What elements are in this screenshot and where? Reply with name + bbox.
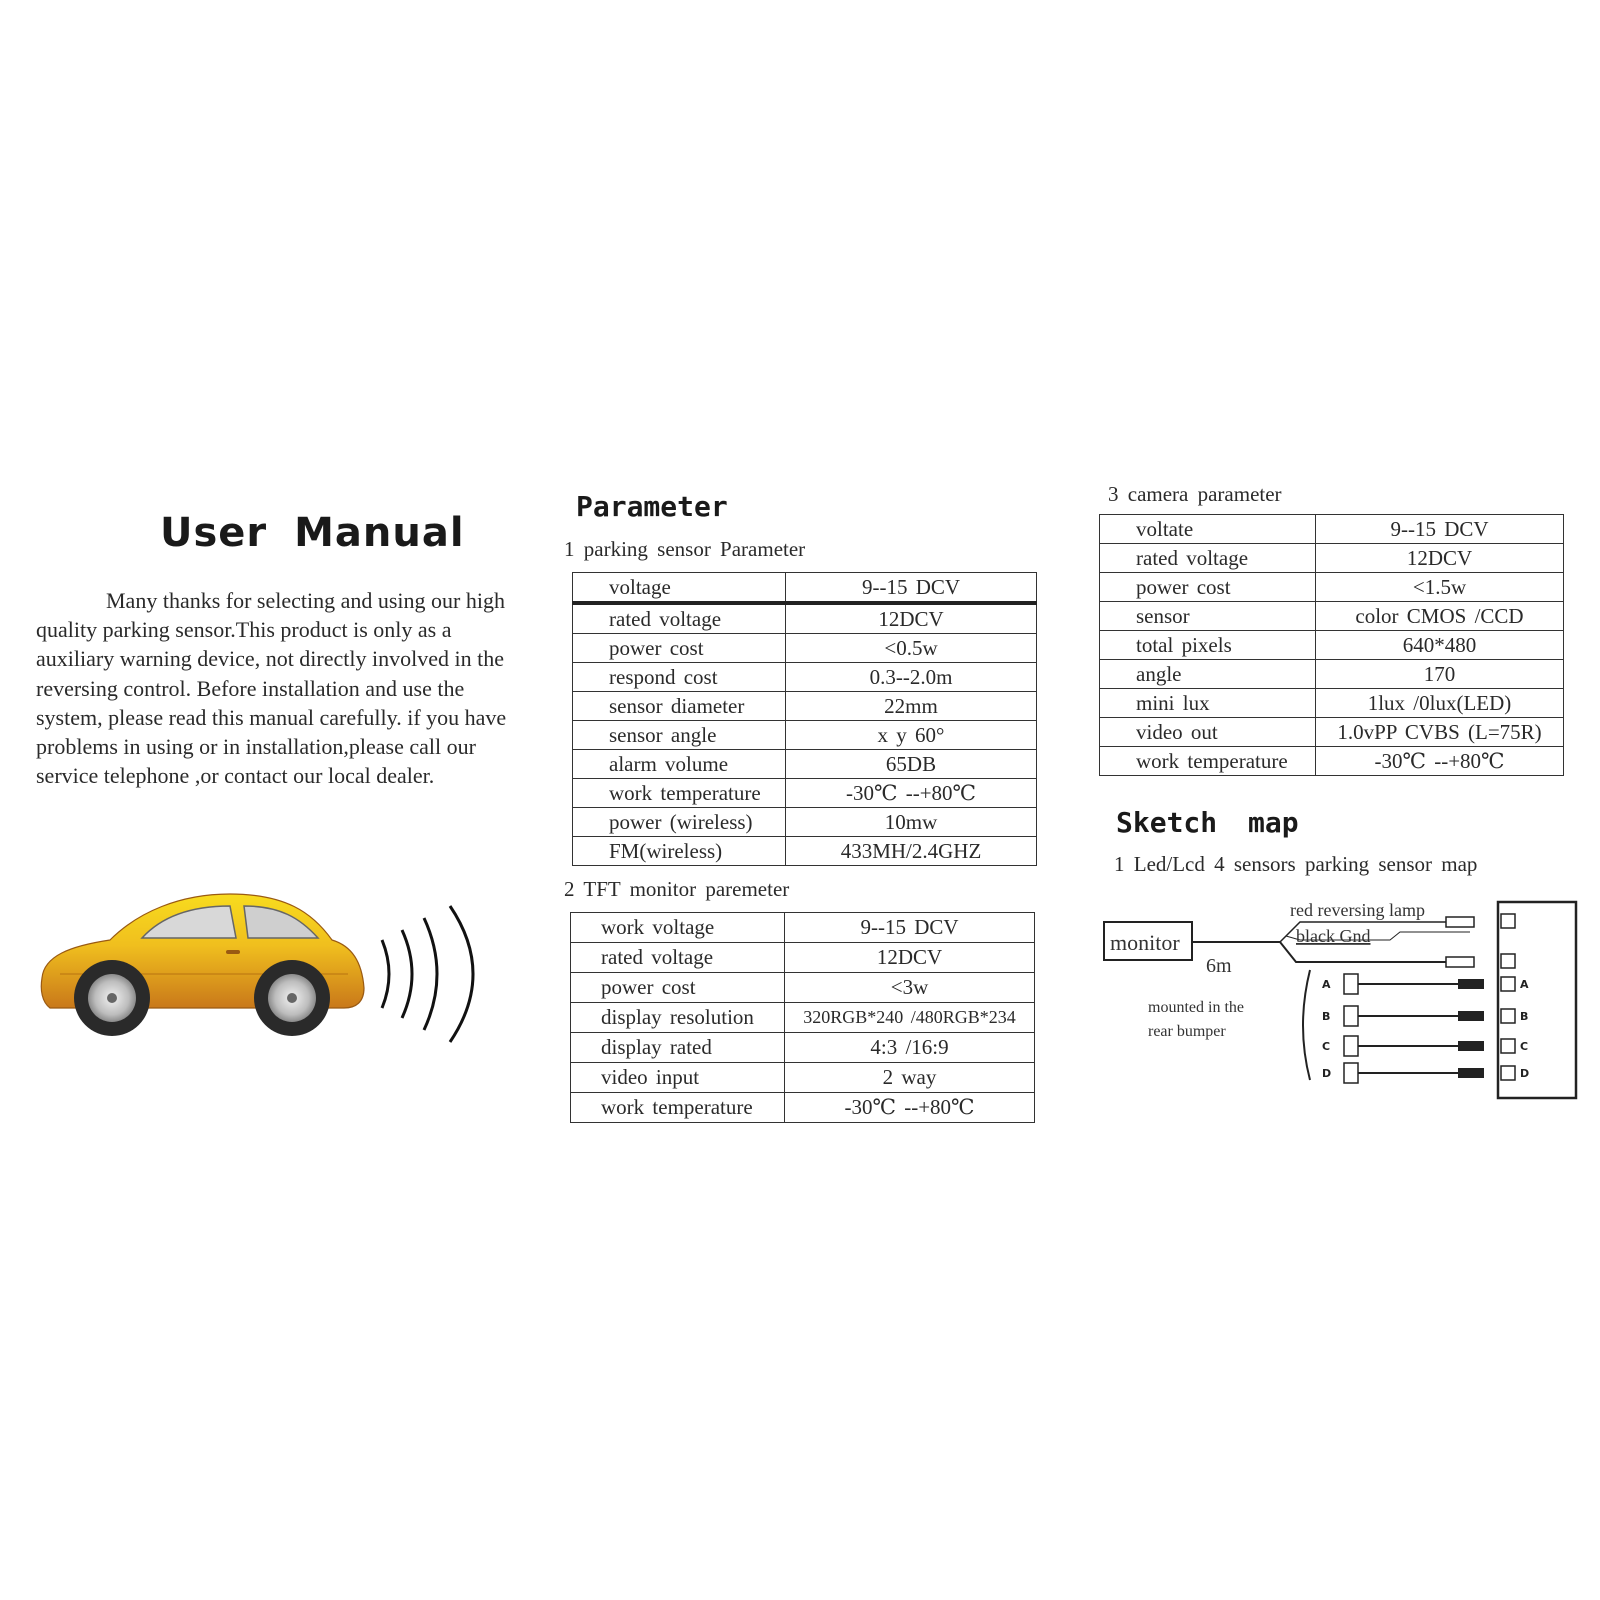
table-row	[571, 1033, 1035, 1063]
param-value: <0.5w	[786, 634, 1037, 663]
param-value: 12DCV	[1316, 544, 1564, 573]
table-row	[571, 1063, 1035, 1093]
param-value: 12DCV	[786, 603, 1037, 634]
param-key: work voltage	[571, 913, 785, 943]
param-key: work temperature	[573, 779, 786, 808]
param-value: 12DCV	[785, 943, 1035, 973]
sensor-c-label: C	[1322, 1040, 1331, 1053]
param-key: work temperature	[571, 1093, 785, 1123]
table-row	[573, 837, 1037, 866]
param-value: 22mm	[786, 692, 1037, 721]
param-value: 1lux /0lux(LED)	[1316, 689, 1564, 718]
param-value: -30℃ --+80℃	[1316, 747, 1564, 776]
table-row	[573, 634, 1037, 663]
black-wire-label: black Gnd	[1296, 926, 1371, 946]
parking-sensor-title: 1 parking sensor Parameter	[564, 537, 806, 561]
table-row	[571, 1003, 1035, 1033]
table-row	[573, 663, 1037, 692]
mount-note-line2: rear bumper	[1148, 1023, 1226, 1040]
table-row	[573, 692, 1037, 721]
param-key: power cost	[573, 634, 786, 663]
table-row	[1100, 544, 1564, 573]
param-key: video input	[571, 1063, 785, 1093]
tft-monitor-title: 2 TFT monitor paremeter	[564, 877, 790, 901]
param-value: 9--15 DCV	[786, 573, 1037, 604]
param-value: x y 60°	[786, 721, 1037, 750]
param-key: display rated	[571, 1033, 785, 1063]
param-key: voltage	[573, 573, 786, 604]
table-row	[573, 750, 1037, 779]
param-key: display resolution	[571, 1003, 785, 1033]
intro-paragraph: Many thanks for selecting and using our high quality parking sensor.This product is only as a auxiliary warning device, not directly involved in the reversing control. Before installation and use the system, please read this manual carefully. if you have problems in using or in installation,please call our service telephone ,or contact our local dealer.	[36, 588, 507, 789]
sensor-b-label: B	[1322, 1010, 1331, 1023]
param-key: sensor angle	[573, 721, 786, 750]
camera-title: 3 camera parameter	[1108, 482, 1282, 506]
sensor-a-label: A	[1322, 978, 1331, 991]
param-key: rated voltage	[573, 603, 786, 634]
sketch-subtitle: 1 Led/Lcd 4 sensors parking sensor map	[1114, 852, 1478, 876]
param-value: 65DB	[786, 750, 1037, 779]
param-value: 0.3--2.0m	[786, 663, 1037, 692]
param-value: 2 way	[785, 1063, 1035, 1093]
sensor-a-port-label: A	[1520, 978, 1529, 991]
front-wheel	[74, 960, 150, 1036]
param-value: color CMOS /CCD	[1316, 602, 1564, 631]
param-key: mini lux	[1100, 689, 1316, 718]
table-row	[571, 913, 1035, 943]
camera-table	[1099, 514, 1564, 776]
param-value: 9--15 DCV	[785, 913, 1035, 943]
param-value: 9--15 DCV	[1316, 515, 1564, 544]
table-row	[573, 808, 1037, 837]
table-row	[573, 779, 1037, 808]
param-value: 1.0vPP CVBS (L=75R)	[1316, 718, 1564, 747]
wiring-sketch-map	[1100, 900, 1580, 1120]
table-row	[571, 973, 1035, 1003]
table-row	[573, 573, 1037, 604]
param-value: 320RGB*240 /480RGB*234	[785, 1003, 1035, 1033]
param-key: angle	[1100, 660, 1316, 689]
param-value: <3w	[785, 973, 1035, 1003]
param-value: -30℃ --+80℃	[786, 779, 1037, 808]
param-key: work temperature	[1100, 747, 1316, 776]
car-illustration	[30, 890, 500, 1070]
bumper-bracket	[1303, 970, 1310, 1080]
rear-wheel	[254, 960, 330, 1036]
table-row	[573, 721, 1037, 750]
table-row	[1100, 747, 1564, 776]
param-key: sensor diameter	[573, 692, 786, 721]
param-value: 10mw	[786, 808, 1037, 837]
table-row	[571, 1093, 1035, 1123]
table-row	[1100, 660, 1564, 689]
mount-note-line1: mounted in the	[1148, 999, 1244, 1016]
manual-title: User Manual	[160, 510, 465, 556]
param-value: <1.5w	[1316, 573, 1564, 602]
param-value: 170	[1316, 660, 1564, 689]
param-key: voltate	[1100, 515, 1316, 544]
param-key: respond cost	[573, 663, 786, 692]
sensor-c-port-label: C	[1520, 1040, 1529, 1053]
cable-length-label: 6m	[1206, 955, 1232, 977]
table-row	[1100, 689, 1564, 718]
sensor-d-label: D	[1322, 1067, 1332, 1080]
table-row	[1100, 602, 1564, 631]
param-value: 640*480	[1316, 631, 1564, 660]
table-row	[1100, 573, 1564, 602]
parking-sensor-table	[572, 572, 1037, 866]
monitor-label: monitor	[1110, 930, 1180, 955]
table-row	[1100, 718, 1564, 747]
table-row	[571, 943, 1035, 973]
table-row	[1100, 631, 1564, 660]
param-key: FM(wireless)	[573, 837, 786, 866]
param-value: -30℃ --+80℃	[785, 1093, 1035, 1123]
param-key: alarm volume	[573, 750, 786, 779]
param-key: video out	[1100, 718, 1316, 747]
param-key: total pixels	[1100, 631, 1316, 660]
param-key: power cost	[571, 973, 785, 1003]
tft-monitor-table	[570, 912, 1035, 1123]
param-key: power cost	[1100, 573, 1316, 602]
param-value: 4:3 /16:9	[785, 1033, 1035, 1063]
parameter-heading: Parameter	[576, 490, 728, 523]
red-wire-label: red reversing lamp	[1290, 900, 1425, 920]
param-key: sensor	[1100, 602, 1316, 631]
table-row	[573, 603, 1037, 634]
sketch-heading: Sketch map	[1116, 806, 1299, 839]
sensor-waves	[382, 906, 473, 1042]
param-key: rated voltage	[571, 943, 785, 973]
table-row	[1100, 515, 1564, 544]
param-key: rated voltage	[1100, 544, 1316, 573]
sensor-b-port-label: B	[1520, 1010, 1529, 1023]
param-value: 433MH/2.4GHZ	[786, 837, 1037, 866]
sensor-d-port-label: D	[1520, 1067, 1530, 1080]
param-key: power (wireless)	[573, 808, 786, 837]
